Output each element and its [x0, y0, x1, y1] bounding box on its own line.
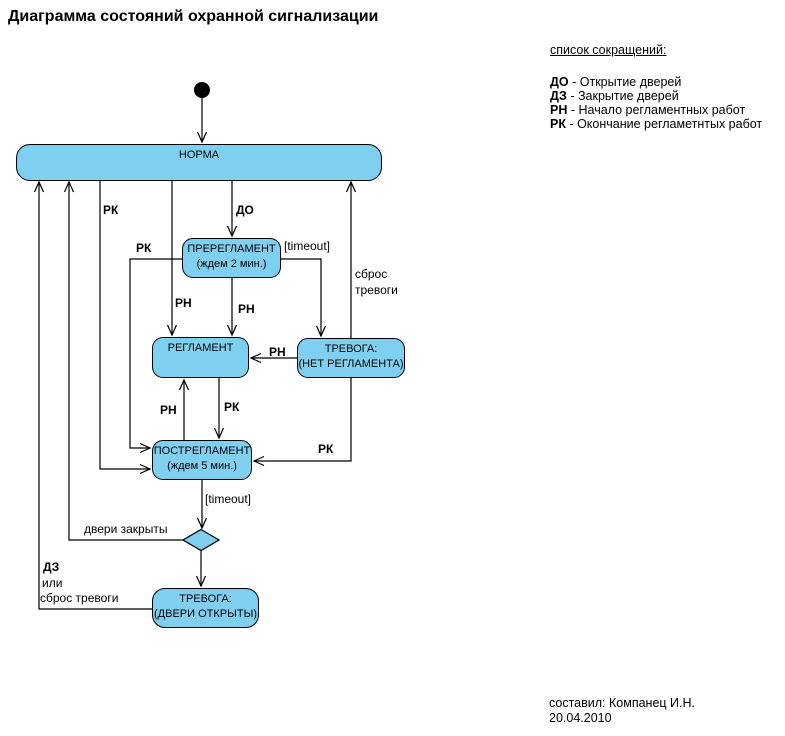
legend-item-dz — [550, 89, 762, 103]
label-rk-reglament-to-post: РК — [224, 400, 240, 414]
label-dveri-zakryty: двери закрыты — [84, 522, 168, 536]
legend-heading: список сокращений: — [550, 43, 667, 57]
label-sbros-trevogi-left: сброс тревоги — [40, 591, 119, 605]
legend-items — [550, 75, 762, 131]
state-name: ПРЕРЕГЛАМЕНТ — [187, 243, 276, 255]
state-norma — [16, 144, 382, 181]
label-rn-pre-to-reglament: РН — [238, 302, 255, 316]
state-note: (ДВЕРИ ОТКРЫТЫ) — [154, 608, 257, 620]
legend-abbr: ДО — [550, 75, 569, 89]
label-rk-norma-to-post: РК — [103, 203, 119, 217]
state-name: НОРМА — [178, 149, 220, 161]
legend-desc: - Окончание регламетнтых работ — [565, 117, 763, 131]
state-note: (ждем 5 мин.) — [167, 460, 237, 472]
legend-item-do — [550, 75, 762, 89]
label-rk-pre-to-post: РК — [136, 241, 152, 255]
legend-desc: - Открытие дверей — [568, 75, 682, 89]
legend-desc: - Закрытие дверей — [566, 89, 679, 103]
transition-norma-to-postreglament — [100, 181, 150, 469]
state-name: ПОСТРЕГЛАМЕНТ — [153, 445, 251, 457]
legend-desc: - Начало регламентных работ — [567, 103, 746, 117]
label-do-norma-to-pre: ДО — [236, 203, 254, 217]
state-alarm-doors-open — [152, 588, 259, 628]
footer-author: составил: Компанец И.Н. — [549, 696, 695, 710]
state-note: (ждем 2 мин.) — [196, 258, 267, 270]
legend-item-rn — [550, 103, 762, 117]
label-timeout-post: [timeout] — [205, 492, 252, 506]
legend-abbr: РК — [550, 117, 566, 131]
label-rn-post-to-reglament: РН — [160, 403, 177, 417]
legend-abbr: ДЗ — [550, 89, 567, 103]
label-rk-alarm-to-post: РК — [318, 442, 334, 456]
transition-prereglament-to-alarm-no-reglament — [281, 259, 321, 336]
legend-abbr: РН — [550, 103, 568, 117]
state-reglament — [152, 337, 249, 378]
initial-state-dot — [194, 82, 210, 98]
legend-item-rk — [550, 117, 762, 131]
state-alarm-no-reglament — [297, 338, 405, 378]
state-note: (НЕТ РЕГЛАМЕНТА) — [298, 358, 404, 370]
label-timeout-pre: [timeout] — [284, 239, 331, 253]
label-sbros-trevogi-right: сброс тревоги — [355, 267, 398, 297]
label-ili: или — [42, 576, 63, 590]
state-name: ТРЕВОГА: — [179, 593, 232, 605]
page-title: Диаграмма состояний охранной сигнализации — [8, 8, 379, 25]
legend — [550, 43, 762, 131]
transition-alarm-no-reglament-to-postreglament — [254, 378, 351, 461]
state-name: РЕГЛАМЕНТ — [167, 342, 234, 354]
state-postreglament — [152, 440, 252, 480]
label-rn-norma-to-reglament: РН — [175, 296, 192, 310]
decision-diamond — [183, 530, 219, 551]
footer-date: 20.04.2010 — [549, 711, 612, 725]
label-rn-alarm-to-reglament: РН — [269, 345, 286, 359]
label-dz: ДЗ — [43, 560, 60, 574]
footer — [549, 696, 695, 726]
state-name: ТРЕВОГА: — [324, 343, 378, 355]
state-prereglament — [182, 238, 281, 278]
